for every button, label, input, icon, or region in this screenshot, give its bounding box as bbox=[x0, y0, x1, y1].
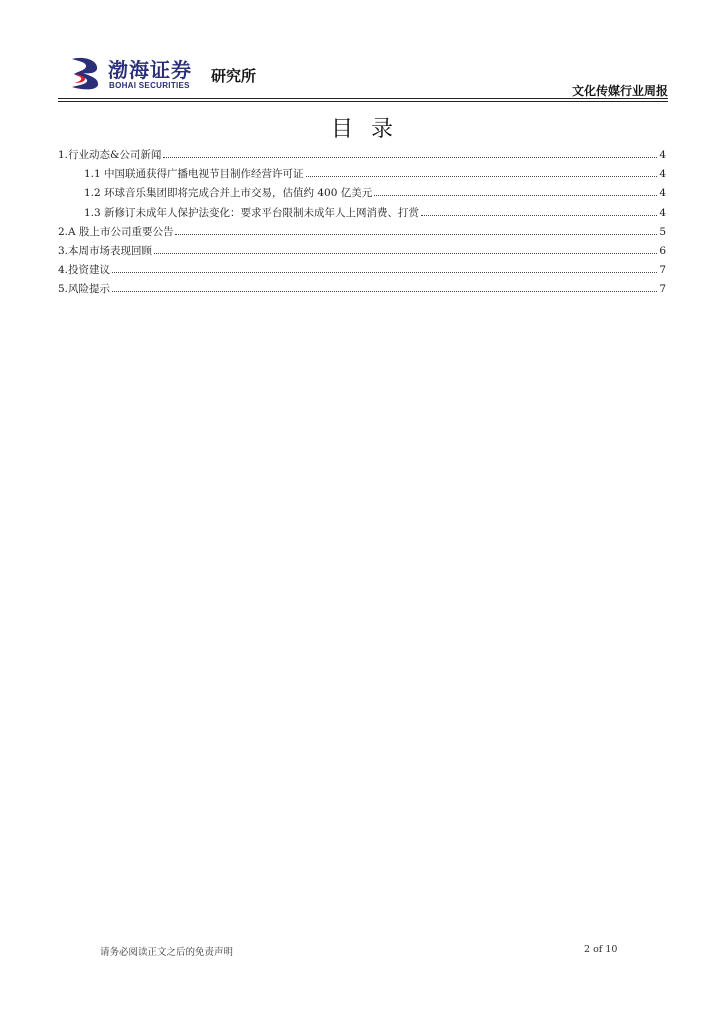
toc-entry-page: 4 bbox=[659, 149, 666, 161]
toc-dot-leader bbox=[175, 233, 657, 235]
toc-entry-text: 1.2 环球音乐集团即将完成合并上市交易，估值约 400 亿美元 bbox=[84, 187, 373, 200]
toc-entry-text: 1.行业动态&公司新闻 bbox=[58, 149, 162, 161]
toc-entry-page: 7 bbox=[659, 264, 666, 277]
table-of-contents bbox=[58, 146, 666, 300]
toc-dot-leader bbox=[306, 175, 658, 177]
brand-name-cn: 渤海证券 bbox=[108, 58, 192, 82]
toc-entry[interactable] bbox=[58, 146, 666, 165]
toc-entry-text: 5.风险提示 bbox=[58, 283, 111, 296]
toc-entry[interactable] bbox=[58, 242, 666, 261]
toc-entry-text: 2.A 股上市公司重要公告 bbox=[58, 225, 174, 238]
toc-entry-page: 4 bbox=[659, 206, 666, 219]
toc-entry-page: 6 bbox=[659, 244, 666, 257]
toc-entry-text: 1.3 新修订未成年人保护法变化：要求平台限制未成年人上网消费、打赏 bbox=[84, 206, 420, 219]
company-logo bbox=[68, 54, 278, 94]
toc-entry-text: 1.1 中国联通获得广播电视节目制作经营许可证 bbox=[84, 168, 304, 181]
toc-title: 目录 bbox=[330, 117, 411, 142]
header-rule bbox=[58, 98, 668, 99]
toc-dot-leader bbox=[421, 214, 657, 216]
page-number: 2 of 10 bbox=[584, 944, 618, 955]
toc-dot-leader bbox=[163, 156, 657, 158]
header-rule-thin bbox=[58, 101, 668, 102]
toc-entry[interactable] bbox=[58, 223, 666, 242]
toc-entry-text: 4.投资建议 bbox=[58, 264, 111, 277]
toc-entry-page: 4 bbox=[659, 187, 666, 200]
disclaimer-note: 请务必阅读正文之后的免责声明 bbox=[100, 947, 234, 958]
toc-entry-page: 7 bbox=[659, 283, 666, 296]
toc-entry-text: 3.本周市场表现回顾 bbox=[58, 244, 153, 257]
report-type: 文化传媒行业周报 bbox=[571, 84, 668, 98]
toc-entry[interactable] bbox=[58, 204, 666, 223]
toc-dot-leader bbox=[374, 194, 657, 196]
toc-entry[interactable] bbox=[58, 261, 666, 280]
toc-entry[interactable] bbox=[58, 184, 666, 203]
toc-entry-page: 4 bbox=[659, 168, 666, 181]
toc-dot-leader bbox=[154, 252, 657, 254]
toc-entry[interactable] bbox=[58, 280, 666, 299]
brand-name-en: BOHAI SECURITIES bbox=[109, 81, 190, 90]
toc-dot-leader bbox=[112, 290, 657, 292]
page-header bbox=[58, 52, 668, 102]
toc-entry[interactable] bbox=[58, 165, 666, 184]
toc-entry-page: 5 bbox=[659, 225, 666, 238]
toc-dot-leader bbox=[112, 271, 657, 273]
bohai-logo-icon bbox=[68, 56, 102, 90]
institute-label: 研究所 bbox=[211, 67, 257, 85]
